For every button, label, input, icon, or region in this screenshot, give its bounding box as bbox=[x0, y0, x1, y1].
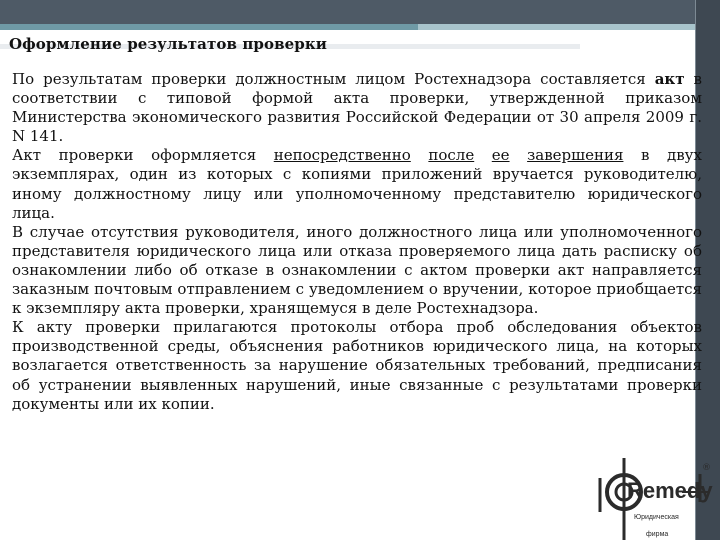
remedy-logo-mark bbox=[596, 456, 714, 540]
paragraph-2-space-1 bbox=[411, 146, 429, 164]
paragraph-2-text-a: Акт проверки оформляется bbox=[12, 146, 274, 165]
paragraph-2-text-b: в двух экземплярах, один из которых с копиями приложений вручается руководителю, иному должностному лицу или уполномоченному представителю юридического лица. bbox=[12, 146, 702, 222]
logo-subtitle-line2: фирма bbox=[646, 531, 669, 538]
paragraph-2 bbox=[12, 146, 702, 222]
akt-bold-term: акт bbox=[654, 70, 685, 88]
slide-title: Оформление результатов проверки bbox=[9, 35, 328, 53]
paragraph-1-text-a: По результатам проверки должностным лицом Ростехнадзора составляется bbox=[12, 70, 655, 88]
remedy-logo bbox=[596, 456, 714, 540]
paragraph-1 bbox=[12, 70, 702, 146]
top-accent-stripe-left bbox=[0, 24, 418, 30]
paragraph-1-text-b: в соответствии с типовой формой акта проверки, утвержденной приказом Министерства экономического развития Российской Федерации от 30 апреля 2009 г. N 141. bbox=[12, 70, 702, 146]
underlined-word-3: ее bbox=[491, 146, 510, 165]
underlined-word-1: непосредственно bbox=[273, 146, 411, 165]
paragraph-3: В случае отсутствия руководителя, иного должностного лица или уполномоченного представителя юридического лица или отказа проверяемого лица дать расписку об ознакомлении либо об отказе в ознакомлении с актом проверки акт направляется заказным почтовым отправлением с уведомлением о вручении, которое приобщается к экземпляру акта проверки, хранящемуся в деле Ростехнадзора. bbox=[12, 222, 702, 318]
logo-wordmark: Remedy bbox=[627, 478, 713, 503]
paragraph-2-space-2 bbox=[474, 146, 492, 164]
top-decor-band bbox=[0, 0, 720, 24]
paragraph-4: К акту проверки прилагаются протоколы отбора проб обследования объектов производственной среды, объяснения работников юридического лица, на которых возлагается ответственность за нарушение обязательных требований, предписания об устранении выявленных нарушений, иные связанные с результатами проверки документы или их копии. bbox=[12, 318, 702, 413]
top-accent-stripe-right bbox=[418, 24, 720, 30]
slide-body bbox=[12, 70, 702, 414]
underlined-word-2: после bbox=[428, 146, 475, 165]
paragraph-2-space-3 bbox=[510, 146, 528, 164]
underlined-word-4: завершения bbox=[527, 146, 624, 165]
logo-subtitle-line1: Юридическая bbox=[634, 514, 679, 521]
registered-mark-icon: ® bbox=[702, 463, 711, 473]
